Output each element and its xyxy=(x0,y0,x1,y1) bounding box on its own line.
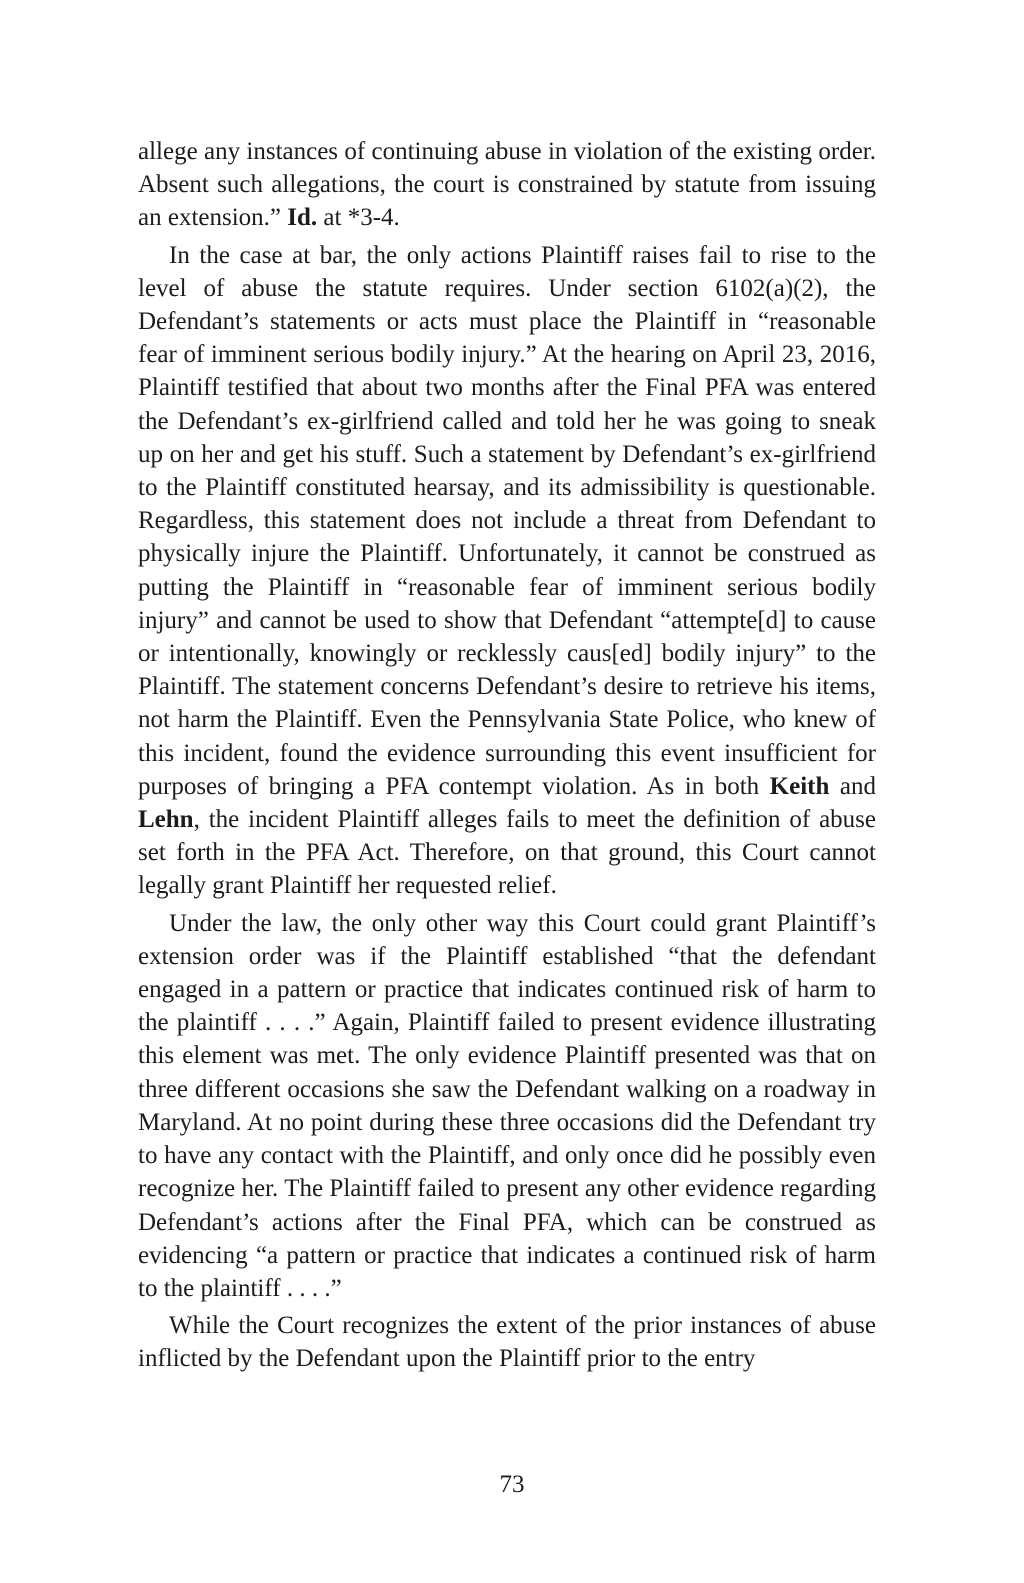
page-body xyxy=(138,135,876,1380)
case-name-lehn: Lehn xyxy=(138,806,194,834)
paragraph-text: , the incident Plaintiff alleges fails to meet the definition of abuse set forth in the PFA Act. Therefore, on that ground, this Court cannot legally grant Plaintiff her requested relief. xyxy=(138,806,876,900)
citation-id: Id. xyxy=(287,204,318,232)
paragraph-text: allege any instances of continuing abuse in violation of the existing order. Absent such allegations, the court is constrained by statute from issuing an extension.” xyxy=(138,138,876,232)
paragraph-text: at *3-4. xyxy=(317,204,400,232)
case-name-keith: Keith xyxy=(769,772,830,800)
page-number: 73 xyxy=(499,1471,525,1498)
paragraph-text: and xyxy=(829,772,876,800)
paragraph: Under the law, the only other way this Court could grant Plaintiff’s extension order was if the Plaintiff established “that the defendant engaged in a pattern or practice that indicates continued risk of harm to the plaintiff . . . .” Again, Plaintiff failed to present evidence illustrating this element was met. The only evidence Plaintiff presented was that on three different occasions she saw the Defendant walking on a roadway in Maryland. At no point during these three occasions did the Defendant try to have any contact with the Plaintiff, and only once did he possibly even recognize her. The Plaintiff failed to present any other evidence regarding Defendant’s actions after the Final PFA, which can be construed as evidencing “a pattern or practice that indicates a continued risk of harm to the plaintiff . . . .” xyxy=(138,909,876,1302)
paragraph-continuation xyxy=(138,135,876,235)
paragraph-text: In the case at bar, the only actions Plaintiff raises fail to rise to the level of abuse the statute requires. Under section 6102(a)(2), the Defendant’s statements or acts must place the Plaintiff in “reasonable fear of imminent serious bodily injury.” At the hearing on April 23, 2016, Plaintiff testified that about two months after the Final PFA was entered the Defendant’s ex-girlfriend called and told her he was going to sneak up on her and get his stuff. Such a statement by Defendant’s ex-girlfriend to the Plaintiff constituted hearsay, and its admissibility is questionable. Regardless, this statement does not include a threat from Defendant to physically injure the Plaintiff. Unfortunately, it cannot be construed as putting the Plaintiff in “reasonable fear of imminent serious bodily injury” and cannot be used to show that Defendant “attempte[d] to cause or intentionally, knowingly or recklessly caus[ed] bodily injury” to the Plaintiff. The statement concerns Defendant’s desire to retrieve his items, not harm the Plaintiff. Even the Pennsylvania State Police, who knew of this incident, found the evidence surrounding this event insufficient for purposes of bringing a PFA contempt violation. As in both xyxy=(138,241,876,800)
paragraph: While the Court recognizes the extent of the prior instances of abuse inflicted by the Defendant upon the Plaintiff prior to the entry xyxy=(138,1312,876,1373)
paragraph xyxy=(138,239,876,903)
